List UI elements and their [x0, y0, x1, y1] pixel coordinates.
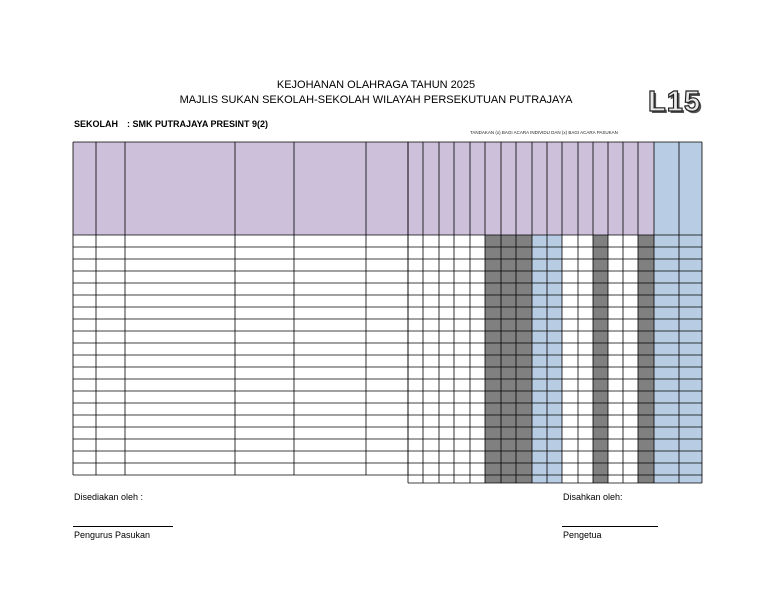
event-column-shade — [532, 235, 547, 483]
title-line-1: KEJOHANAN OLAHRAGA TAHUN 2025 — [276, 79, 476, 91]
school-label: SEKOLAH — [74, 119, 119, 129]
event-column-shade — [501, 235, 516, 483]
event-column-shade — [638, 235, 654, 483]
prepared-by-label: Disediakan oleh : — [74, 492, 144, 502]
event-column-shade — [679, 235, 702, 483]
instruction-note: TANDAKAN (x) BAGI ACARA INDIVIDU DAN (x) BAGI ACARA PASUKAN — [470, 130, 618, 135]
form-code: L15 — [648, 86, 701, 118]
event-column-shade — [593, 235, 608, 483]
approved-by-label: Disahkan oleh: — [563, 492, 623, 502]
header-band-blue — [654, 142, 702, 235]
prepared-by-role: Pengurus Pasukan — [74, 530, 151, 540]
approved-signature-line — [562, 526, 658, 527]
prepared-signature-line — [73, 526, 173, 527]
approved-by-role: Pengetua — [563, 530, 602, 540]
event-column-shade — [547, 235, 562, 483]
title-line-2: MAJLIS SUKAN SEKOLAH-SEKOLAH WILAYAH PERSEKUTUAN PUTRAJAYA — [179, 94, 573, 106]
event-column-shade — [485, 235, 501, 483]
event-column-shade — [516, 235, 532, 483]
school-value: : SMK PUTRAJAYA PRESINT 9(2) — [127, 119, 269, 129]
event-column-shade — [654, 235, 679, 483]
header-band-purple — [73, 142, 654, 235]
